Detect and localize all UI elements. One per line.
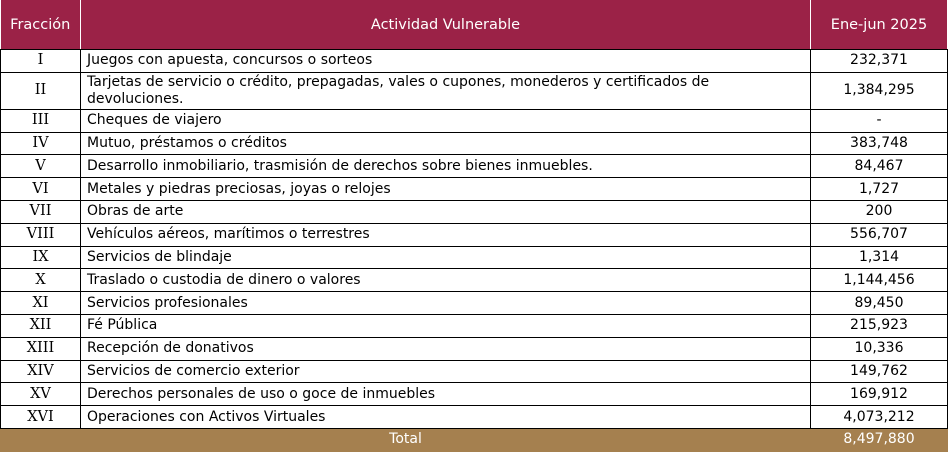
valor-cell: 149,762 — [811, 360, 948, 383]
valor-cell: 1,314 — [811, 246, 948, 269]
total-value: 8,497,880 — [811, 428, 948, 451]
table-row — [1, 109, 948, 132]
actividad-cell: Recepción de donativos — [81, 337, 811, 360]
actividad-cell: Juegos con apuesta, concursos o sorteos — [81, 50, 811, 73]
fraccion-cell: VII — [1, 200, 81, 223]
fraccion-cell: X — [1, 269, 81, 292]
valor-cell: 1,384,295 — [811, 72, 948, 109]
actividad-cell: Operaciones con Activos Virtuales — [81, 406, 811, 429]
fraccion-cell: VIII — [1, 223, 81, 246]
valor-cell: 10,336 — [811, 337, 948, 360]
valor-cell: 84,467 — [811, 155, 948, 178]
table-row — [1, 132, 948, 155]
fraccion-cell: I — [1, 50, 81, 73]
valor-cell: 200 — [811, 200, 948, 223]
table-row — [1, 314, 948, 337]
fraccion-cell: XVI — [1, 406, 81, 429]
header-fraccion: Fracción — [1, 0, 81, 50]
actividad-cell: Cheques de viajero — [81, 109, 811, 132]
table-row — [1, 406, 948, 429]
valor-cell: 215,923 — [811, 314, 948, 337]
header-row — [1, 0, 948, 50]
table-row — [1, 72, 948, 109]
table-row — [1, 383, 948, 406]
actividad-cell: Tarjetas de servicio o crédito, prepagadas, vales o cupones, monederos y certificados de devoluciones. — [81, 72, 811, 109]
fraccion-cell: V — [1, 155, 81, 178]
actividad-cell: Fé Pública — [81, 314, 811, 337]
header-periodo: Ene-jun 2025 — [811, 0, 948, 50]
fraccion-cell: XI — [1, 292, 81, 315]
actividad-cell: Servicios de blindaje — [81, 246, 811, 269]
valor-cell: 4,073,212 — [811, 406, 948, 429]
valor-cell: 1,144,456 — [811, 269, 948, 292]
actividad-cell: Servicios profesionales — [81, 292, 811, 315]
fraccion-cell: IX — [1, 246, 81, 269]
actividad-cell: Traslado o custodia de dinero o valores — [81, 269, 811, 292]
valor-cell: 89,450 — [811, 292, 948, 315]
valor-cell: 1,727 — [811, 178, 948, 201]
table-row — [1, 360, 948, 383]
actividad-cell: Obras de arte — [81, 200, 811, 223]
table-row — [1, 200, 948, 223]
valor-cell: 232,371 — [811, 50, 948, 73]
valor-cell: 556,707 — [811, 223, 948, 246]
actividad-cell: Vehículos aéreos, marítimos o terrestres — [81, 223, 811, 246]
actividad-cell: Derechos personales de uso o goce de inmuebles — [81, 383, 811, 406]
fraccion-cell: XIV — [1, 360, 81, 383]
table-row — [1, 337, 948, 360]
table-row — [1, 223, 948, 246]
total-row — [1, 428, 948, 451]
fraccion-cell: II — [1, 72, 81, 109]
fraccion-cell: XII — [1, 314, 81, 337]
fraccion-cell: IV — [1, 132, 81, 155]
table-row — [1, 178, 948, 201]
table-row — [1, 155, 948, 178]
total-label: Total — [1, 428, 811, 451]
header-actividad: Actividad Vulnerable — [81, 0, 811, 50]
valor-cell: 169,912 — [811, 383, 948, 406]
table-row — [1, 292, 948, 315]
valor-cell: 383,748 — [811, 132, 948, 155]
actividad-cell: Servicios de comercio exterior — [81, 360, 811, 383]
valor-cell: - — [811, 109, 948, 132]
fraccion-cell: XV — [1, 383, 81, 406]
fraccion-cell: VI — [1, 178, 81, 201]
table-row — [1, 50, 948, 73]
fraccion-cell: III — [1, 109, 81, 132]
actividad-cell: Mutuo, préstamos o créditos — [81, 132, 811, 155]
actividad-cell: Desarrollo inmobiliario, trasmisión de derechos sobre bienes inmuebles. — [81, 155, 811, 178]
table-row — [1, 269, 948, 292]
fraccion-cell: XIII — [1, 337, 81, 360]
table-row — [1, 246, 948, 269]
actividad-cell: Metales y piedras preciosas, joyas o relojes — [81, 178, 811, 201]
